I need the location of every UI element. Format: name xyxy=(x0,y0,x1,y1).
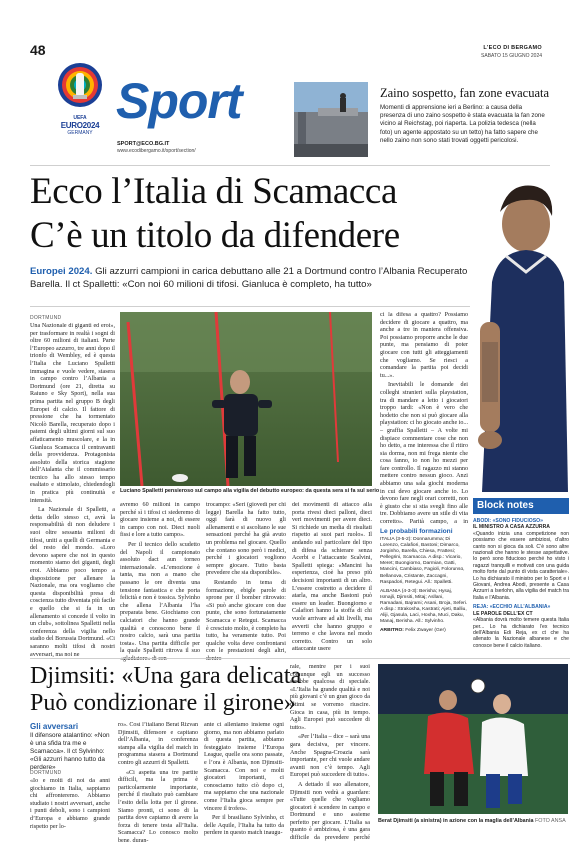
main-paragraph: Restando in tema di formazione, ebigle parole di sprone per il bomber ritrovato: «Si può anche giocare con due punte, che sono fortunatamente Scamacca e Retegui. Scamacca è cresciuto molto, è completo ha tutto, ha veramente tutto. Poi qualche volta deve confrontarsi con le prestazioni degli altri, xyxy=(206,579,286,655)
lineups-italia: ITALIA (3-5-2): Donnarumma; Di Lorenzo, Calafiori, Bastoni; Dimarco, Jorginho, Barella, Chiesa, Frattesi; Pellegrini, Scamacca. A disp.: Vicario, Meret; Buongiorno, Darmian, Gatti, Mancini, Cambiaso, Fagioli, Folorunso, Bellanova, Cristante, Zaccagni, Raspadori, Retegui. All.: Spalletti. xyxy=(380,537,465,585)
second-paragraph: «Ci aspetta una tre partite difficili, ma la prima è particolarmente importante, perché il risultato può cambiare l’esito della lotta per il girone. Siamo pronti, ci sono di la partita dove capiamo di avere la forza di tenere testa all’Italia. Scamacca? Lo conosco molto bene, duran- xyxy=(118,769,198,842)
block-notes-header xyxy=(473,498,569,514)
main-paragraph: dei movimenti di attacco alla porta rivesi dieci palloni, dieci veri movimenti per avere dieci. Si richiede un media di risultati rispetto ai suoi pari ruolo». Il andando sul particolare del tipo di difesa da schierare senza Acerbi e l’attaccante Scalvini, Spalletti spiega: «Mancini ha esperienza, cioè ha preso più decisioni importanti di un altro. L’essere costretto a decidere il atarla, ma anche Bastoni può essere un leader. Buongiorno e Calafiori hanno la stoffa di chi vuole arrivare ad alti livelli, ma avverti che hanno gruppo e terreno e che lavora nel modo corretto. Contro un solo attaccante usere xyxy=(292,502,372,653)
djimsiti-caption-text: Berat Djimsiti (a sinistra) in azione con la maglia dell’Albania xyxy=(378,818,534,824)
lineups-title: Le probabili formazioni xyxy=(380,528,453,535)
brief-photo xyxy=(294,82,368,157)
main-headline-line2: C’è un titolo da difendere xyxy=(30,215,400,256)
second-side-text: Il difensore atalantino: «Non è una sfida tra me e Scamacca». Il ct Sylvinho: «Gli azzurri hanno tutto da perdere» xyxy=(30,732,110,771)
second-dateline: DORTMUND xyxy=(30,770,62,776)
publication-date: SABATO 15 GIUGNO 2024 xyxy=(481,53,542,59)
second-paragraph: A dettado il suo allenatore, Djimsiti non vedrà a guardare: «Tutte quelle che vogliamo giocatori è scendere in campo e Dortmund e uno assieme perfetto per giocare. L’Italia sa quanto è ambiziosa, è una gara difficile da prevedere perché xyxy=(290,781,370,842)
note-2-sub: LE PAROLE DELL’EX CT xyxy=(473,610,533,617)
block-notes-body xyxy=(473,518,569,654)
section-email[interactable]: SPORT@ECO.BG.IT xyxy=(117,141,170,147)
lineups-referee xyxy=(380,628,468,634)
second-headline-line2: Può condizionare il girone» xyxy=(30,690,296,716)
note-1-head: ABODI: «SONO FIDUCIOSO» xyxy=(473,518,543,524)
section-divider xyxy=(30,658,570,659)
block-notes-title: Block notes xyxy=(477,500,534,511)
second-paragraph: «Per l’Italia – dice – sarà una gara decisiva, per vincere. Anche Spagna-Croazia sarà importante, per chi vuole andare avanti non c’è tempo. Agli Europei può succedere di tutto». xyxy=(290,734,370,779)
spalletti-photo xyxy=(120,312,372,486)
page-number: 48 xyxy=(30,42,46,58)
djimsiti-photo xyxy=(378,664,568,814)
note-2-text: «Albania dovrà molto temere questa Italia per... Lo ha dichiarato l’ex tecnico dell’Albania Edi Reja, ex ct che ha allenato la Nazionale albanese e che conosce bene il calcio italiano. xyxy=(473,617,569,649)
euro-logo-uefa: UEFA xyxy=(73,115,87,121)
note-1-sub: IL MINISTRO A CASA AZZURRA xyxy=(473,524,550,531)
main-column-5 xyxy=(380,312,468,524)
djimsiti-photo-caption xyxy=(378,818,568,825)
second-paragraph: «Io e molti di noi da anni giochiamo in Italia, sappiamo chi affronteremo. Abbiamo studiato i nostri avversari, anche i punti deboli, sono i campioni d’Europa e abbiamo grande rispetto per lo- xyxy=(30,778,110,830)
euro-logo-title: EURO2024 xyxy=(60,121,100,130)
note-1-text: «Quando inizia una competizione non possiamo che essere ambiziosi, d’altro canto non si gioca da soli. C’è sono altre nazionali che hanno le stesse aspettative. Io però sono fiducioso perché ho visto i ragazzi tranquilli e motivati con una guida molto forte dal punto di vista caratteriale». Lo ha dichiarato il ministro per lo Sport e i Giovani, Andrea Abodi, presente a Casa Azzurri a Iserlohn, alla vigilia del match tra Italia e l’Albania. xyxy=(473,530,569,601)
second-column-4 xyxy=(290,664,370,842)
main-standfirst-text: Gli azzurri campioni in carica debuttano alle 21 a Dortmund contro l’Albania Recuperato Barella. Il ct Spalletti: «Con noi 60 milioni di tifosi. Gianluca è completo, ha tutto» xyxy=(30,266,468,290)
main-kicker: Europei 2024. xyxy=(30,266,93,277)
second-column-3 xyxy=(204,722,284,842)
brief-title: Zaino sospetto, fan zone evacuata xyxy=(380,86,550,100)
section-title: Sport xyxy=(116,73,242,129)
lineups-albania: ALBANIA (4-3-3): Berisha; Hysaj, Ismajli, Djimsiti, Mitaj; Asllani, Ramadani, Bajrami; Asani, Broja, Seferi. A disp.: Strakosha, Kastrati; Ajeti, Balliu, Aliji, Gjasula, Laci, Hoxha, Muci, Daku, Manaj, Berisha. All.: Sylvinho. xyxy=(380,588,468,625)
header-divider xyxy=(30,165,550,166)
note-2-head: REJA: «ECCHIO ALL’ALBANIA» xyxy=(473,604,551,611)
section-website[interactable]: www.ecodibergamo.it/sport/section/ xyxy=(117,148,196,154)
main-headline-line1: Ecco l’Italia di Scamacca xyxy=(30,171,397,212)
euro-logo-country: GERMANY xyxy=(67,130,93,136)
scamacca-photo xyxy=(478,172,568,492)
lineups-box xyxy=(380,528,468,654)
brief-text: Momenti di apprensione ieri a Berlino: a causa della presenza di uno zaino sospetto è stata evacuata la fan zone vicino al Reichstag, poi riaperta. La polizia tedesca (nella foto) un agente appostato su un tetto) ha fatto sapere che nello zaino non sono stati trovati oggetti pericolosi. xyxy=(380,104,545,144)
publication-name: L'ECO DI BERGAMO xyxy=(483,45,542,51)
main-paragraph: Una Nazionale di giganti ed eroi», per trasformare in realtà i sogni di oltre 60 milioni di italiani. Parte l’Europeo azzurro, tre anni dopo il trionfo di Wembley, ed è questa l’Italia che Luciano Spalletti immagina e vuole vedere, stasera in campo contro l’Albania a Dortmund (ore 21, diretta su Raiuno e Sky Sport), nella sua prima partita nel gruppo B degli Europei di calcio. Il fattore di pressione che ha tormentato Nicolò Barella, recuperato dopo i patemi degli ultimi giorni sul suo affaticamento muscolare, e la in Gianluca Scamacca il centravanti della provvidenza. Protagonista assoluto della storica stagione dell’Atalanta che il commissario tecnico ha allo stesso tempo esaltato e stimolato, chiedendogli in pratica più continuità e intensità. xyxy=(30,323,115,504)
second-paragraph: ro». Così l’italiano Berat Rizvan Djimsiti, difensore e capitano dell’Albania, in conferenza stampa alla vigilia del match in programma stasera a Dortmund contro gli azzurri di Spalletti. xyxy=(118,722,198,766)
main-paragraph: Inevitabili le domande dei colleghi stranieri sulla playstation, tra di mandare a letto i giocatori troppo tardi: «Non è vero che hodetto che non si può giocare alla playstation: ci ho giocato anche io... – graffia Spalletti – A volte mi dispiace commentare cose che non ho detto, a me interessa che il ritiro sia dorma, non mi frega niente che cosa fanno, io non ho mezzi per fare controllo. Il ragazzo mi stanno mettere contro nessun gioco. Anzi abbiamo una sala giochi moderna in cui devo giocare anche io. Lo devono fare negli orari corretti, non è giusto che si stia svegli fino alle tre. Dobbiamo avere un stile di vita corretto». Parità campo, a in xyxy=(380,382,468,524)
referee-label: ARBITRO: xyxy=(380,628,404,634)
main-dateline: DORTMUND xyxy=(30,315,62,321)
main-paragraph: Per il tecnico dello scudetto del Napoli il campionato assoluto dact aun torneo internazionale. «L’emozione è tanta, ma non a mano che passano le ore diventa una tensione fantastica e che porta felicità e non è tossica. Sylvinho che allena l’Albania l’ha preparata bene. Giochiamo con calciatori che hanno grande qualità e conoscono bene il nostro calcio, sarà una partita tosta». Una partita difficile per la quale Spalletti ritrova il suo xyxy=(120,541,200,655)
second-column-2 xyxy=(118,722,198,842)
main-paragraph: avremo 60 milioni in campo perché sì i tifosi ci siederemo di giocare insieme a noi, di essere in campo con noi. Dieci nuoli fissi e lore a tutto campo». xyxy=(120,502,200,539)
djimsiti-photo-credit: FOTO ANSA xyxy=(534,818,566,824)
main-paragraph: trocampo: «Seri (giovedì per chi legge) Barella ha fatto tutto, oggi farà di nuovo gli allenamenti e si ascoltano le sue sensazioni perché ha già avuto un problema nel giocare. Quello che contano sono però i medici, perché i giocatori vogliono sempre giocare. Tutto basta prevedere che sia disponibile». xyxy=(206,502,286,577)
second-column-1 xyxy=(30,778,110,842)
euro-trophy-icon xyxy=(56,61,104,109)
referee-name: Felix Zwayer (Ger) xyxy=(405,628,446,634)
second-paragraph: ante ci alleniamo insieme ogni giorno, ma non abbiamo parlato di questa partita, abbiamo festeggiato insieme l’Europa League, quelle ora sono passate, e l’ora è Albania, non Djimsiti-Scamacca. Con noi e molti giocatori importanti, ci conosciamo tutto ciò dopo ci, ma sappiamo che una nazionale come l’Italia gioca sempre per vincere il trofeo». xyxy=(204,722,284,812)
second-side-kicker: Gli avversari xyxy=(30,722,79,731)
spalletti-photo-caption: Luciano Spalletti pensieroso sul campo alla vigilia del debutto europeo: da questa sera si fa sul serio xyxy=(120,488,380,494)
euro-2024-logo xyxy=(56,61,104,151)
standfirst-divider xyxy=(30,306,470,307)
main-paragraph: La Nazionale di Spalletti, a detta dello stesso ct, avrà la responsabilità di non deludere i suoi oltre sessanta milioni di tifosi, uniti a quelli di Germania e del resto del mondo. «Loro devono sapere che noi in questo momento siamo dei giganti, degli eroi. Abbiamo poco tempo a disposizione per allenare la Nazionale, ma ora vogliamo che questa disponibilità presa di coscienza tutto diventata più facile e quello che si fa in un allenamento si concede il volto in un club», sottolinea Spalletti nella conferenza della vigilia nello stadio del Borussia Dortmund. «Ci saranno molti tifosi di nostri avversari, ma noi ne xyxy=(30,507,115,658)
second-paragraph: rale, mentre per i suoi comunque egli un successo sarebbe qualcosa di speciale. «L’Italia ha grande qualità e noi più giovani c’è un gran gioco da ultimi se vorremo riuscire. Gioca in casa, più in tempo. Agli Europei può succedere di tutto». xyxy=(290,664,370,731)
second-paragraph: Per il brasiliano Sylvinho, ct delle Aquile, l’Italia ha tutto da perdere in questo match inaugu- xyxy=(204,815,284,837)
main-paragraph: ci la difesa a quattro? Possiamo decidere di giocare a quattro, ma anche a tre in maniera offensiva. Poi possiamo proporre anche le due punte, ma pensiamo di poter giocare con tutti gli atteggiamenti che vogliamo. Se riesci a comandare la partita poi decidi tu...». xyxy=(380,312,468,379)
main-standfirst xyxy=(30,266,470,291)
second-headline-line1: Djimsiti: «Una gara delicata xyxy=(30,663,302,689)
